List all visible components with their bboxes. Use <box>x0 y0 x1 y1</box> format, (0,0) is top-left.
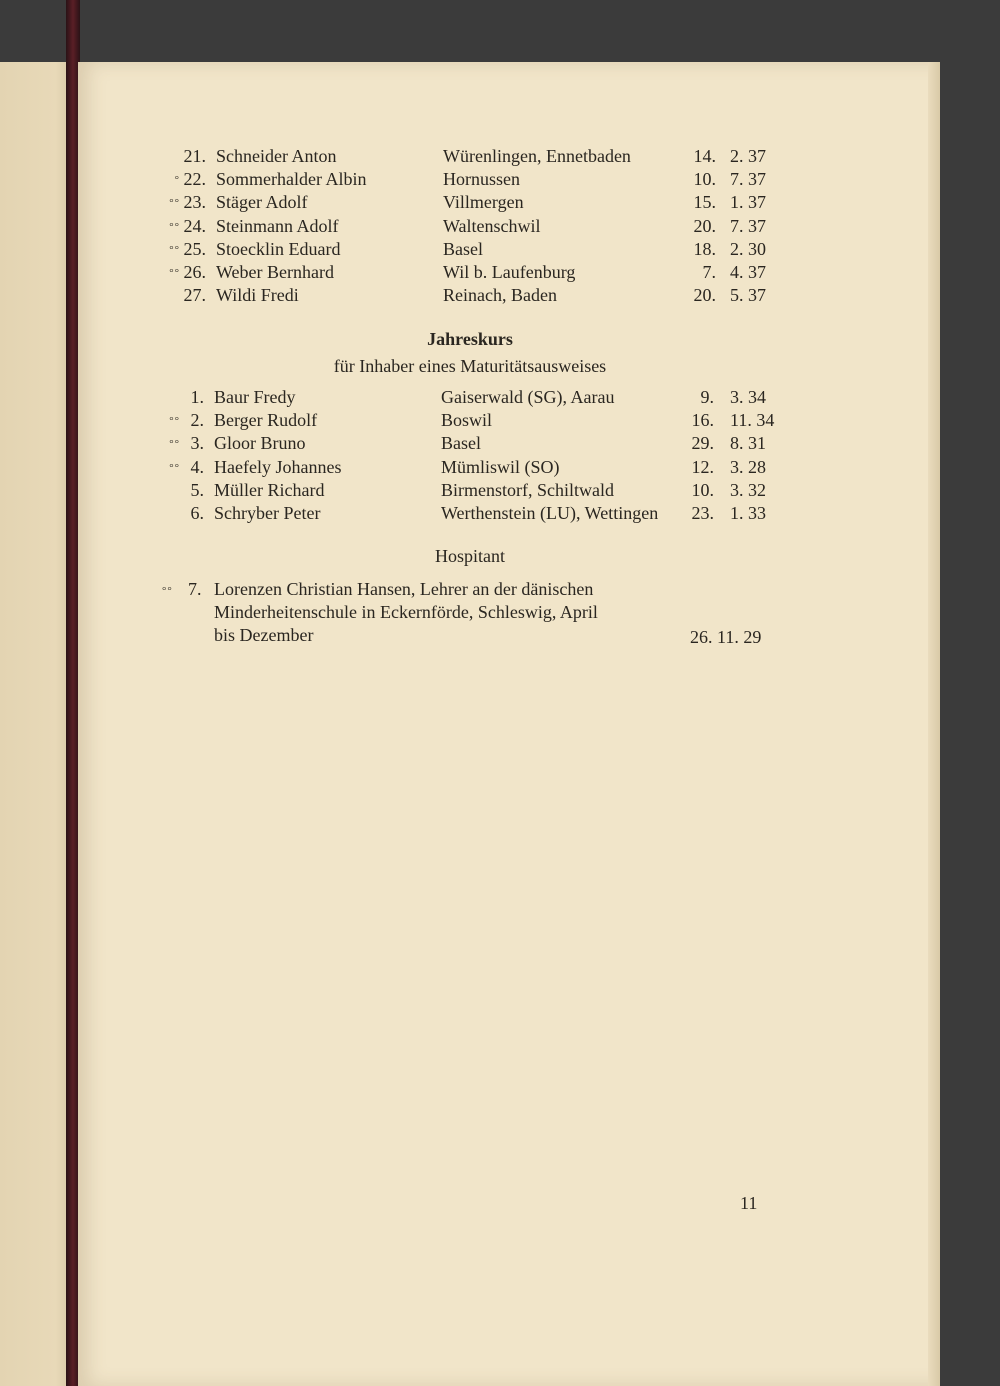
row-place: Birmenstorf, Schiltwald <box>441 479 614 500</box>
entry-number: 7. <box>188 579 202 599</box>
row-day: 10. <box>693 169 716 190</box>
row-name: Schneider Anton <box>216 146 337 166</box>
table-row <box>0 215 1000 238</box>
row-date: 5. 37 <box>730 285 766 306</box>
row-place: Mümliswil (SO) <box>441 456 560 477</box>
row-number: 27. <box>183 285 206 306</box>
row-day: 12. <box>691 456 714 477</box>
entry-line-3: bis Dezember <box>214 625 314 645</box>
row-number: 23. <box>183 192 206 213</box>
row-mark: °° <box>169 197 180 210</box>
row-day: 20. <box>693 285 716 306</box>
row-date: 3. 28 <box>730 456 766 477</box>
row-date: 7. 37 <box>730 215 766 236</box>
row-date: 7. 37 <box>730 169 766 190</box>
table-row <box>0 191 1000 214</box>
section-title-hospitant: Hospitant <box>435 546 505 566</box>
row-number: 2. <box>190 410 204 431</box>
row-mark: ° <box>174 174 180 187</box>
row-day: 7. <box>702 262 716 282</box>
table-row <box>0 261 1000 284</box>
row-day: 23. <box>691 503 714 523</box>
row-place: Basel <box>441 433 481 454</box>
row-name: Gloor Bruno <box>214 433 306 454</box>
table-row <box>0 502 1000 525</box>
row-place: Werthenstein (LU), Wettingen <box>441 503 659 523</box>
row-number: 22. <box>183 169 206 190</box>
row-day: 14. <box>693 146 716 166</box>
row-name: Weber Bernhard <box>216 262 334 282</box>
table-row <box>0 432 1000 455</box>
row-mark: °° <box>169 267 180 279</box>
row-number: 4. <box>190 456 204 477</box>
row-number: 6. <box>190 503 204 523</box>
row-date: 2. 37 <box>730 146 766 166</box>
row-day: 9. <box>700 387 714 407</box>
row-place: Gaiserwald (SG), Aarau <box>441 387 615 407</box>
table-row <box>0 145 1000 168</box>
row-date: 3. 34 <box>730 387 766 407</box>
row-place: Villmergen <box>443 192 524 213</box>
section-title-jahreskurs: Jahreskurs <box>427 329 513 349</box>
row-name: Sommerhalder Albin <box>216 169 367 190</box>
row-day: 18. <box>693 238 716 259</box>
row-number: 25. <box>183 238 206 259</box>
row-name: Schryber Peter <box>214 503 321 523</box>
row-place: Reinach, Baden <box>443 285 557 306</box>
row-name: Haefely Johannes <box>214 456 342 477</box>
row-place: Boswil <box>441 410 493 431</box>
row-name: Berger Rudolf <box>214 410 318 431</box>
row-date: 11. 34 <box>730 410 775 431</box>
row-number: 21. <box>183 146 206 166</box>
row-name: Stäger Adolf <box>216 192 308 213</box>
entry-line-1: Lorenzen Christian Hansen, Lehrer an der dänischen <box>214 579 594 599</box>
row-name: Baur Fredy <box>214 387 296 407</box>
table-row <box>0 238 1000 261</box>
row-number: 3. <box>190 433 204 454</box>
row-number: 24. <box>183 215 206 236</box>
row-name: Müller Richard <box>214 479 325 500</box>
page-number: 11 <box>740 1193 758 1213</box>
row-date: 3. 32 <box>730 479 766 500</box>
row-mark: °° <box>169 220 180 233</box>
table-row <box>0 456 1000 479</box>
row-place: Waltenschwil <box>443 215 541 236</box>
row-name: Stoecklin Eduard <box>216 238 341 259</box>
row-place: Basel <box>443 238 483 259</box>
row-mark: °° <box>169 438 180 451</box>
row-mark: °° <box>169 461 180 474</box>
row-date: 1. 33 <box>730 503 766 523</box>
row-place: Hornussen <box>443 169 520 190</box>
entry-date: 26. 11. 29 <box>690 627 762 647</box>
row-number: 5. <box>190 479 204 500</box>
row-day: 16. <box>691 410 714 431</box>
row-mark: °° <box>169 243 180 256</box>
entry-mark: °° <box>162 585 173 597</box>
row-name: Steinmann Adolf <box>216 215 339 236</box>
row-day: 20. <box>693 215 716 236</box>
table-row <box>0 284 1000 307</box>
table-row <box>0 409 1000 432</box>
row-date: 1. 37 <box>730 192 766 213</box>
row-place: Wil b. Laufenburg <box>443 262 576 282</box>
row-day: 29. <box>691 433 714 454</box>
row-date: 2. 30 <box>730 238 766 259</box>
row-number: 26. <box>183 262 206 282</box>
row-number: 1. <box>190 387 204 407</box>
section-subtitle-jahreskurs: für Inhaber eines Maturitätsausweises <box>333 356 607 376</box>
row-place: Würenlingen, Ennetbaden <box>443 146 631 166</box>
entry-line-2: Minderheitenschule in Eckernförde, Schleswig, April <box>214 602 598 622</box>
row-day: 15. <box>693 192 716 213</box>
table-row <box>0 168 1000 191</box>
table-row <box>0 386 1000 409</box>
row-day: 10. <box>691 479 714 500</box>
table-row <box>0 479 1000 502</box>
row-mark: °° <box>169 415 180 428</box>
row-date: 8. 31 <box>730 433 766 454</box>
row-name: Wildi Fredi <box>216 285 299 306</box>
row-date: 4. 37 <box>730 262 766 282</box>
